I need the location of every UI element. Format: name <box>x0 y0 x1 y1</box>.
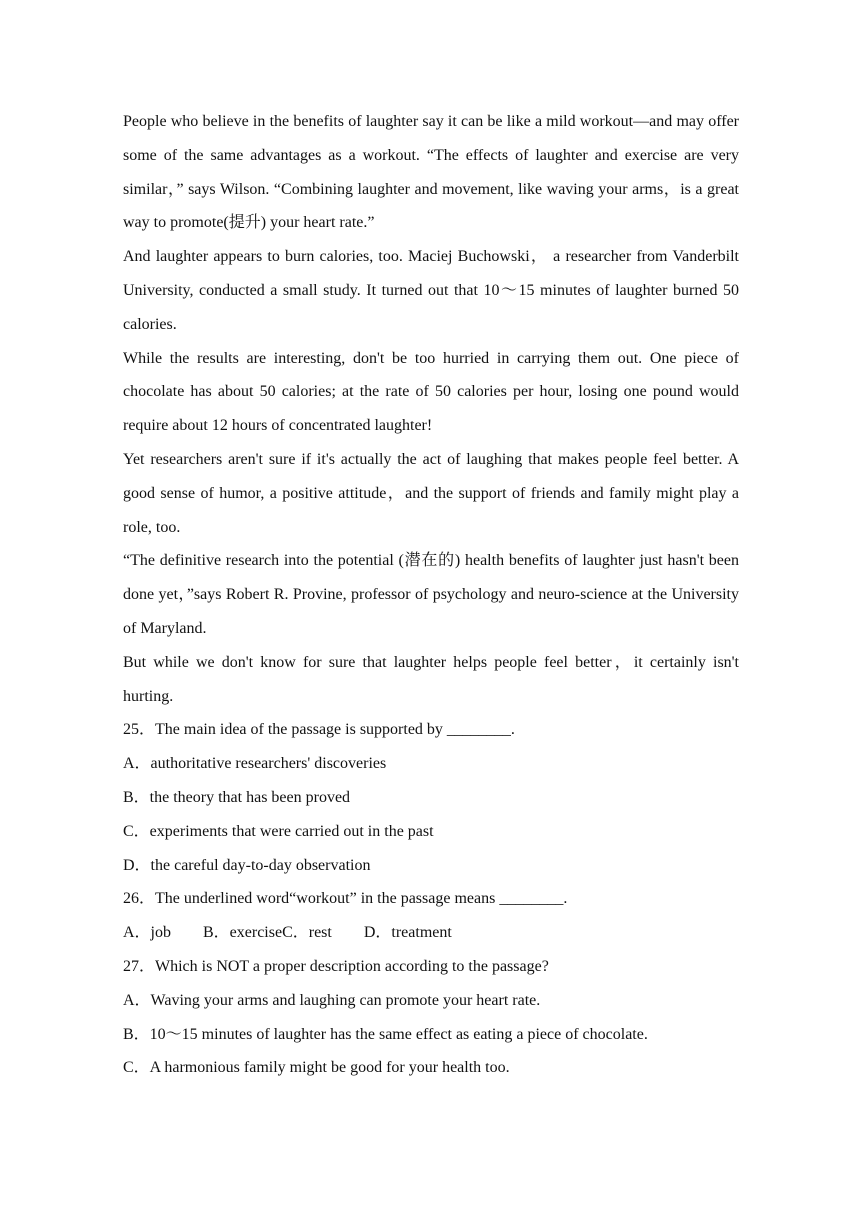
question-25-option-a: A．authoritative researchers' discoveries <box>123 755 387 773</box>
paragraph-researchers: Yet researchers aren't sure if it's actually the act of laughing that makes people feel better. A good sense of humor, a positive attitude，and the support of friends and family might play a role, too. <box>123 450 739 536</box>
paragraph-workout: People who believe in the benefits of laughter say it can be like a mild workout—and may offer some of the same advantages as a workout. “The effects of laughter and exercise are very similar，” says Wilson. “Combining laughter and movement, like waving your arms，is a great way to promote(提升) your heart rate.” <box>123 113 739 232</box>
paragraph-conclusion: But while we don't know for sure that laughter helps people feel better，it certainly isn't hurting. <box>123 653 739 705</box>
question-25-option-d: D．the careful day-to-day observation <box>123 856 371 874</box>
paragraph-calories: And laughter appears to burn calories, too. Maciej Buchowski， a researcher from Vanderbilt University, conducted a small study. It turned out that 10～15 minutes of laughter burned 50 calories. <box>123 248 739 333</box>
question-25-option-b: B．the theory that has been proved <box>123 788 351 806</box>
question-27-stem: 27．Which is NOT a proper description according to the passage? <box>123 957 549 975</box>
question-27-option-a: A．Waving your arms and laughing can promote your heart rate. <box>123 991 541 1009</box>
question-25-stem: 25．The main idea of the passage is supported by ________. <box>123 721 515 739</box>
paragraph-provine-quote: “The definitive research into the potential (潜在的) health benefits of laughter just hasn't been done yet，”says Robert R. Provine, professor of psychology and neuro-science at the University of Maryland. <box>123 552 739 637</box>
question-26-stem: 26．The underlined word“workout” in the passage means ________. <box>123 890 568 908</box>
question-26-options: A．job B．exerciseC．rest D．treatment <box>123 924 452 942</box>
question-27-option-b: B．10～15 minutes of laughter has the same effect as eating a piece of chocolate. <box>123 1025 648 1043</box>
question-25-option-c: C．experiments that were carried out in the past <box>123 822 434 840</box>
question-27-option-c: C．A harmonious family might be good for your health too. <box>123 1059 510 1077</box>
paragraph-chocolate: While the results are interesting, don't be too hurried in carrying them out. One piece of chocolate has about 50 calories; at the rate of 50 calories per hour, losing one pound would require about 12 hours of concentrated laughter! <box>123 349 739 435</box>
document-page <box>123 105 739 1085</box>
